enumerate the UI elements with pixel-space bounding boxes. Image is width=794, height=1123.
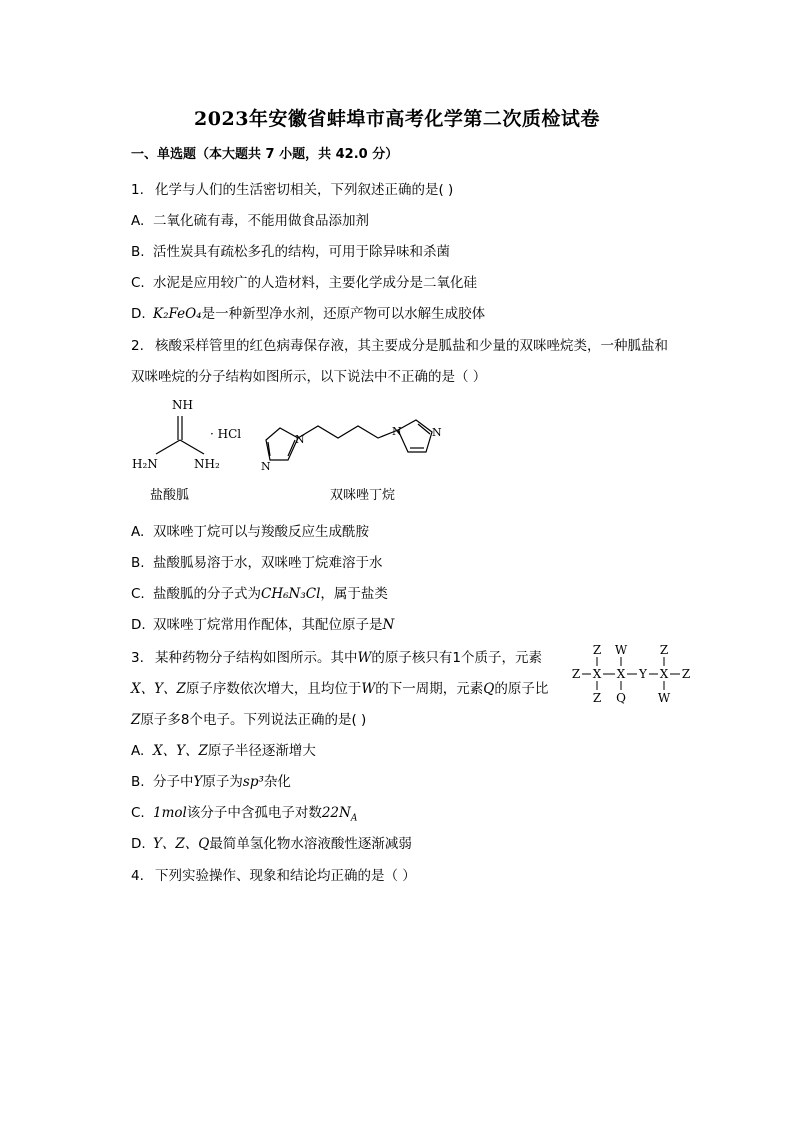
n-atom: N bbox=[432, 426, 442, 439]
molecule-structure-diagram bbox=[566, 642, 700, 708]
option-text: 二氧化硫有毒，不能用做食品添加剂 bbox=[153, 213, 369, 229]
atom-label: X bbox=[592, 667, 602, 681]
q1-option-a bbox=[131, 209, 369, 229]
option-label: C. bbox=[131, 805, 145, 821]
h2n-label: H₂N bbox=[132, 457, 158, 471]
option-label: D. bbox=[131, 836, 146, 852]
q3-option-b bbox=[131, 770, 291, 790]
q1-option-c bbox=[131, 271, 477, 291]
q3-option-a bbox=[131, 739, 316, 759]
atom-label: X bbox=[659, 667, 669, 681]
question-number: 4. bbox=[131, 868, 144, 884]
atom-label: Z bbox=[681, 667, 691, 681]
question-4 bbox=[131, 864, 416, 884]
n-atom: N bbox=[295, 433, 305, 446]
question-number: 1. bbox=[131, 182, 144, 198]
q1-option-b bbox=[131, 240, 450, 260]
nh-label: NH bbox=[172, 398, 193, 412]
question-3-line-3 bbox=[131, 708, 366, 728]
option-text: 盐酸胍的分子式为 bbox=[153, 586, 261, 602]
option-text: 水泥是应用较广的人造材料，主要化学成分是二氧化硅 bbox=[153, 275, 477, 291]
question-2-line-2: 双咪唑烷的分子结构如图所示，以下说法中不正确的是（ ） bbox=[131, 369, 487, 385]
bis-imidazole-butane-structure bbox=[258, 410, 448, 480]
atom-label: X bbox=[616, 667, 626, 681]
formula: Y bbox=[193, 774, 203, 790]
option-text: 双咪唑丁烷常用作配体，其配位原子是 bbox=[153, 617, 383, 633]
option-label: B. bbox=[131, 244, 145, 260]
question-3-line-2 bbox=[131, 677, 548, 697]
q2-option-a bbox=[131, 520, 369, 540]
option-label: A. bbox=[131, 743, 145, 759]
option-text: ，属于盐类 bbox=[320, 586, 388, 602]
formula: K₂FeO₄ bbox=[153, 306, 202, 322]
q2-option-b bbox=[131, 551, 383, 571]
atom-label: Z bbox=[659, 643, 669, 657]
formula: Q bbox=[483, 681, 495, 697]
stem-text: 的原子核只有 bbox=[371, 650, 453, 666]
nh2-label: NH₂ bbox=[194, 457, 220, 471]
atom-label: Z bbox=[592, 691, 602, 705]
question-stem: 下列实验操作、现象和结论均正确的是（ ） bbox=[155, 868, 416, 884]
q1-option-d bbox=[131, 302, 485, 322]
q2-option-c bbox=[131, 582, 388, 602]
stem-number: 1 bbox=[452, 650, 461, 666]
guanidine-hcl-structure bbox=[126, 392, 256, 482]
atom-label: W bbox=[614, 643, 628, 657]
option-label: C. bbox=[131, 586, 145, 602]
formula: W bbox=[357, 650, 372, 666]
option-label: A. bbox=[131, 524, 145, 540]
option-text: 杂化 bbox=[263, 774, 291, 790]
formula: 22N bbox=[321, 805, 351, 821]
question-stem: 核酸采样管里的红色病毒保存液，其主要成分是胍盐和少量的双咪唑烷类，一种胍盐和 bbox=[155, 338, 668, 354]
page-title: 2023年安徽省蚌埠市高考化学第二次质检试卷 bbox=[194, 108, 600, 130]
question-number: 3. bbox=[131, 650, 144, 666]
option-label: B. bbox=[131, 774, 145, 790]
stem-text: 原子多 bbox=[140, 712, 181, 728]
formula: CH₆N₃Cl bbox=[261, 586, 321, 602]
q3-option-d bbox=[131, 832, 412, 852]
option-label: A. bbox=[131, 213, 145, 229]
formula: Z bbox=[131, 712, 141, 728]
stem-text: 某种药物分子结构如图所示。其中 bbox=[155, 650, 358, 666]
stem-text: 原子序数依次增大，且均位于 bbox=[185, 681, 362, 697]
option-text: 是一种新型净水剂，还原产物可以水解生成胶体 bbox=[201, 306, 486, 322]
q3-option-c bbox=[131, 801, 357, 824]
caption-bis-imidazole: 双咪唑丁烷 bbox=[330, 488, 396, 503]
atom-label: Q bbox=[616, 691, 626, 705]
formula: 1mol bbox=[153, 805, 187, 821]
atom-label: Z bbox=[571, 667, 581, 681]
stem-number: 8 bbox=[180, 712, 190, 728]
stem-text: 的下一周期，元素 bbox=[375, 681, 484, 697]
option-text: 分子中 bbox=[153, 774, 194, 790]
section-heading: 一、单选题（本大题共 7 小题，共 42.0 分） bbox=[131, 147, 399, 162]
question-number: 2. bbox=[131, 338, 144, 354]
formula: X、Y、Z bbox=[131, 681, 186, 697]
formula: sp³ bbox=[242, 774, 264, 790]
formula: N bbox=[382, 617, 395, 633]
option-label: B. bbox=[131, 555, 145, 571]
q2-option-d bbox=[131, 613, 394, 633]
option-label: D. bbox=[131, 617, 146, 633]
option-text: 该分子中含孤电子对数 bbox=[186, 805, 322, 821]
option-text: 原子半径逐渐增大 bbox=[207, 743, 316, 759]
stem-text: 的原子比 bbox=[494, 681, 549, 697]
option-text: 最简单氢化物水溶液酸性逐渐减弱 bbox=[209, 836, 412, 852]
formula: W bbox=[361, 681, 376, 697]
option-text: 盐酸胍易溶于水，双咪唑丁烷难溶于水 bbox=[153, 555, 383, 571]
option-text: 原子为 bbox=[202, 774, 243, 790]
question-3 bbox=[131, 646, 542, 666]
option-text: 双咪唑丁烷可以与羧酸反应生成酰胺 bbox=[153, 524, 369, 540]
stem-text: 个质子，元素 bbox=[460, 650, 542, 666]
formula: Y、Z、Q bbox=[153, 836, 210, 852]
n-atom: N bbox=[392, 425, 402, 438]
stem-text: 个电子。下列说法正确的是( ) bbox=[189, 712, 367, 728]
question-stem: 化学与人们的生活密切相关，下列叙述正确的是( ) bbox=[155, 182, 454, 198]
caption-guanidine: 盐酸胍 bbox=[150, 488, 190, 503]
question-2 bbox=[131, 334, 668, 354]
n-atom: N bbox=[261, 460, 271, 473]
atom-label: W bbox=[657, 691, 671, 705]
option-text: 活性炭具有疏松多孔的结构，可用于除异味和杀菌 bbox=[153, 244, 450, 260]
question-1 bbox=[131, 178, 453, 198]
atom-label: Z bbox=[592, 643, 602, 657]
option-label: C. bbox=[131, 275, 145, 291]
formula: X、Y、Z bbox=[153, 743, 208, 759]
atom-label: Y bbox=[639, 667, 647, 681]
option-label: D. bbox=[131, 306, 146, 322]
formula-subscript: A bbox=[350, 813, 358, 824]
hcl-label: · HCl bbox=[210, 427, 242, 441]
